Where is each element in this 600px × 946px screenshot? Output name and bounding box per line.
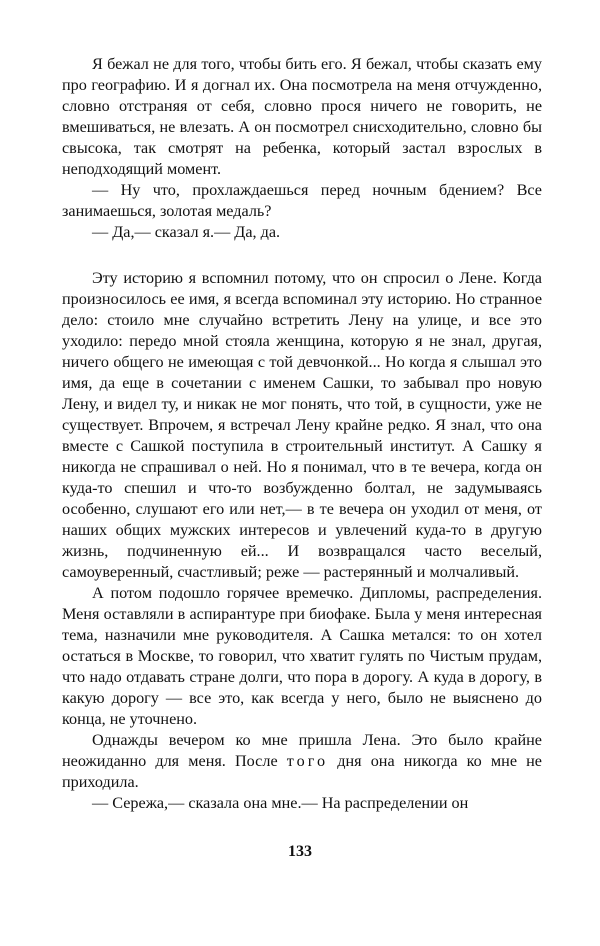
text-segment: Однажды вечером ко мне пришла Лена. Это было крайне неожиданно для меня. После: [62, 731, 542, 770]
emphasized-word: того: [286, 752, 329, 770]
paragraph: [62, 730, 542, 793]
paragraph: — Сережа,— сказала она мне.— На распределении он: [92, 794, 469, 812]
text-block-top: [62, 54, 542, 243]
paragraph: Я бежал не для того, чтобы бить его. Я бежал, чтобы сказать ему про географию. И я догнал их. Она посмотрела на меня отчужденно, словно отстраняя от себя, словно прося ничего не говорить, не вмешиваться, не влезать. А он посмотрел снисходительно, словно бы свысока, так смотрят на ребенка, который застал взрослых в неподходящий момент.: [62, 55, 542, 178]
page-number: 133: [288, 843, 312, 860]
text-segment: дня она никогда ко мне не приходила.: [62, 752, 542, 791]
paragraph: Эту историю я вспомнил потому, что он спросил о Лене. Когда произносилось ее имя, я всегда вспоминал эту историю. Но странное дело: стоило мне случайно встретить Лену на улице, и все это уходило: передо мной стояла женщина, которую я не знал, другая, ничего общего не имеющая с той девчонкой... Но когда я слышал это имя, да еще в сочетании с именем Сашки, то забывал про новую Лену, и видел ту, и никак не мог понять, что той, в сущности, уже не существует. Впрочем, я встречал Лену крайне редко. Я знал, что она вместе с Сашкой поступила в строительный институт. А Сашку я никогда не спрашивал о ней. Но я понимал, что в те вечера, когда он куда-то спешил и что-то возбужденно болтал, не задумываясь особенно, слушают его или нет,— в те вечера он уходил от меня, от наших общих мужских интересов и увлечений куда-то в другую жизнь, подчиненную ей... И возвращался часто веселый, самоуверенный, счастливый; реже — растерянный и молчаливый.: [62, 269, 542, 581]
paragraph: — Ну что, прохлаждаешься перед ночным бдением? Все занимаешься, золотая медаль?: [62, 181, 542, 220]
paragraph: А потом подошло горячее времечко. Дипломы, распределения. Меня оставляли в аспирантуре при биофаке. Была у меня интересная тема, назначили мне руководителя. А Сашка метался: то он хотел остаться в Москве, то говорил, что хватит гулять по Чистым прудам, что надо отдавать стране долги, что пора в дорогу. А куда в дорогу, в какую дорогу — все это, как всегда у него, было не выяснено до конца, не уточнено.: [62, 584, 542, 728]
text-block-main: [62, 268, 542, 814]
paragraph: — Да,— сказал я.— Да, да.: [92, 223, 281, 241]
